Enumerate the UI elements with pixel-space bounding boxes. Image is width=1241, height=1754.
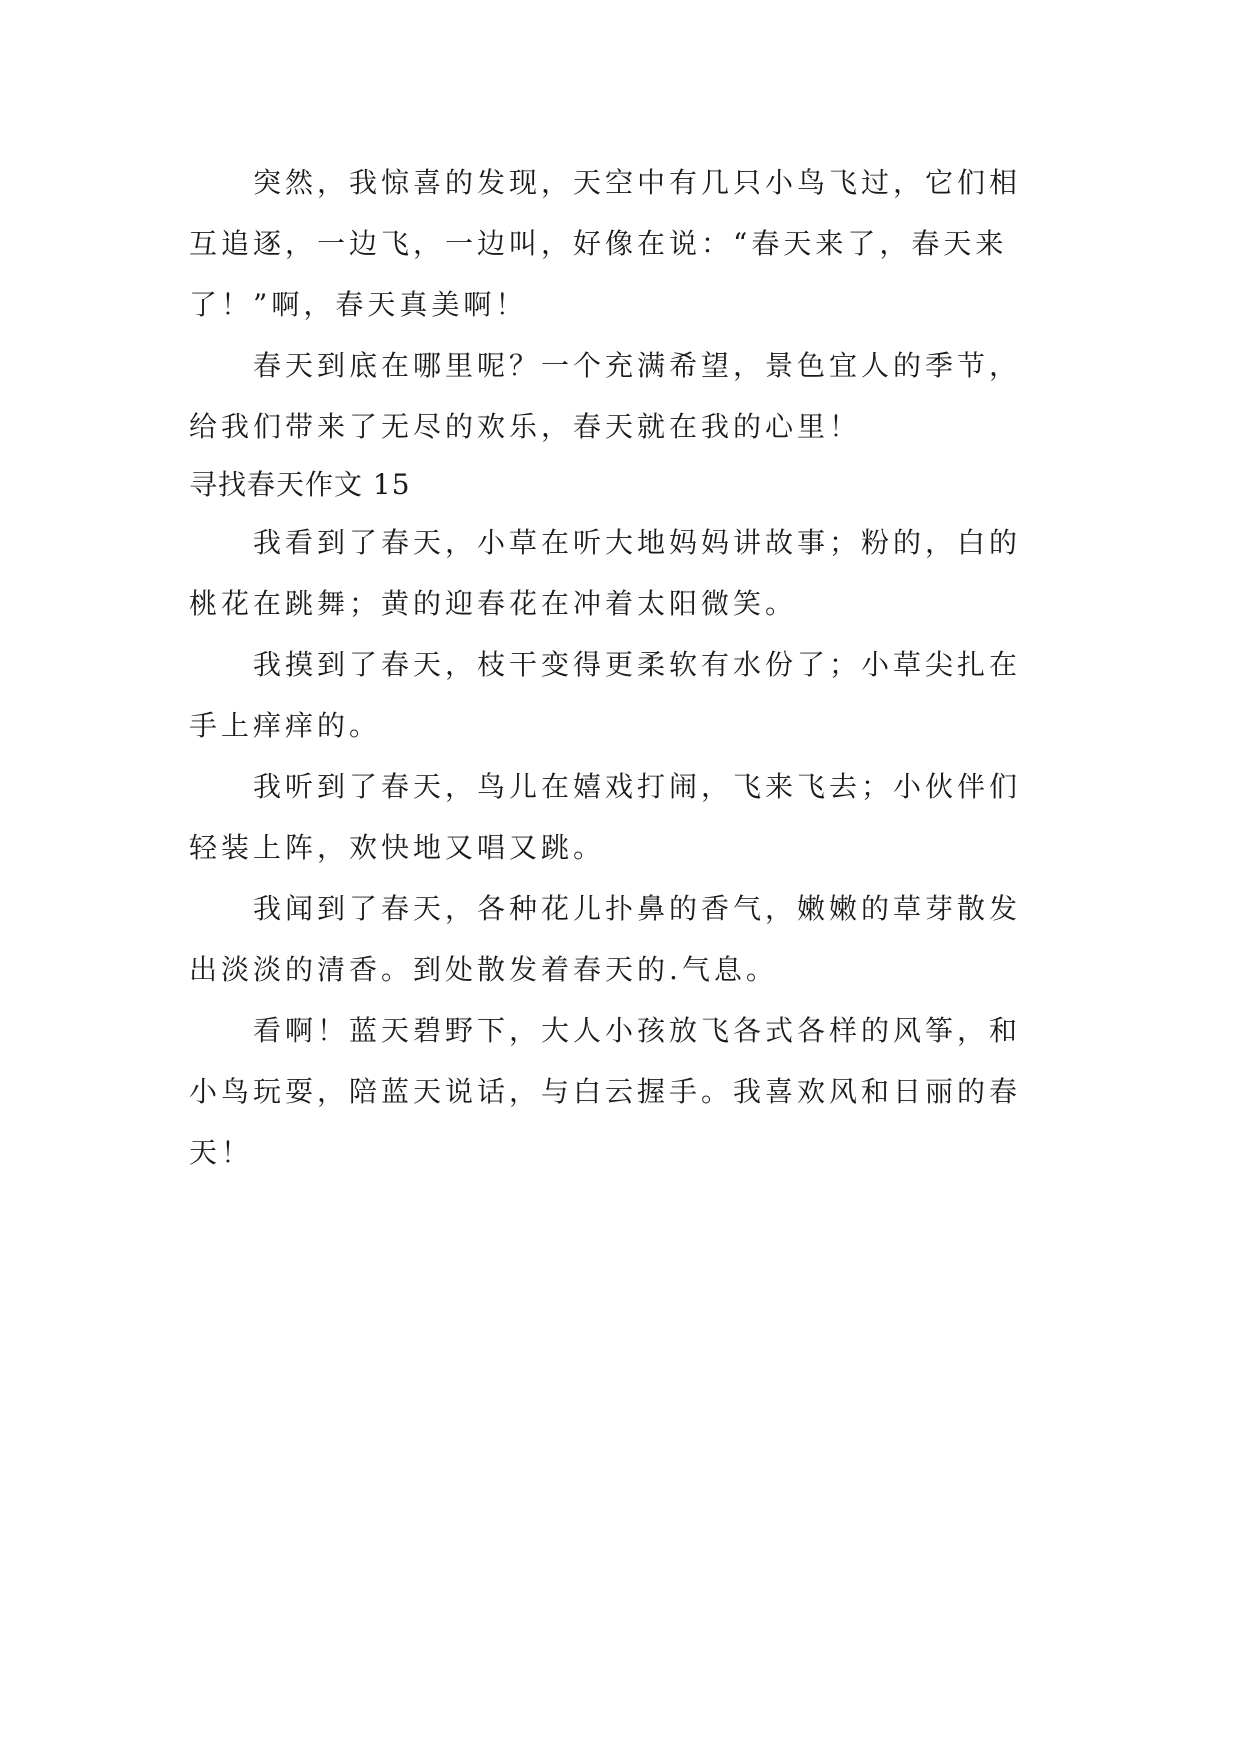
text-line: 我摸到了春天，枝干变得更柔软有水份了；小草尖扎在: [253, 648, 1022, 681]
text-line: 看啊！蓝天碧野下，大人小孩放飞各式各样的风筝，和: [253, 1014, 1022, 1047]
text-line: 了！”啊，春天真美啊！: [189, 288, 528, 321]
text-line: 春天到底在哪里呢？一个充满希望，景色宜人的季节，: [253, 349, 1022, 382]
paragraph: [189, 756, 1071, 878]
paragraph: [189, 152, 1071, 335]
text-line: 给我们带来了无尽的欢乐，春天就在我的心里！: [189, 410, 862, 443]
text-line: 出淡淡的清香。到处散发着春天的.气息。: [189, 953, 778, 986]
text-line: 突然，我惊喜的发现，天空中有几只小鸟飞过，它们相: [253, 166, 1022, 199]
text-line: 桃花在跳舞；黄的迎春花在冲着太阳微笑。: [189, 587, 798, 620]
text-line: 我闻到了春天，各种花儿扑鼻的香气，嫩嫩的草芽散发: [253, 892, 1022, 925]
paragraph: [189, 512, 1071, 634]
text-line: 手上痒痒的。: [189, 709, 382, 742]
document-body: [189, 152, 1071, 1183]
text-line: 天！: [189, 1136, 254, 1169]
paragraph: [189, 634, 1071, 756]
paragraph: [189, 335, 1071, 457]
text-line: 我看到了春天，小草在听大地妈妈讲故事；粉的，白的: [253, 526, 1022, 559]
text-line: 轻装上阵，欢快地又唱又跳。: [189, 831, 606, 864]
text-line: 我听到了春天，鸟儿在嬉戏打闹，飞来飞去；小伙伴们: [253, 770, 1022, 803]
text-line: 小鸟玩耍，陪蓝天说话，与白云握手。我喜欢风和日丽的春: [189, 1075, 1022, 1108]
paragraph: [189, 878, 1071, 1000]
paragraph: [189, 1000, 1071, 1183]
section-title: 寻找春天作文 15: [189, 468, 411, 501]
text-line: 互追逐，一边飞，一边叫，好像在说：“春天来了，春天来: [189, 227, 1008, 260]
